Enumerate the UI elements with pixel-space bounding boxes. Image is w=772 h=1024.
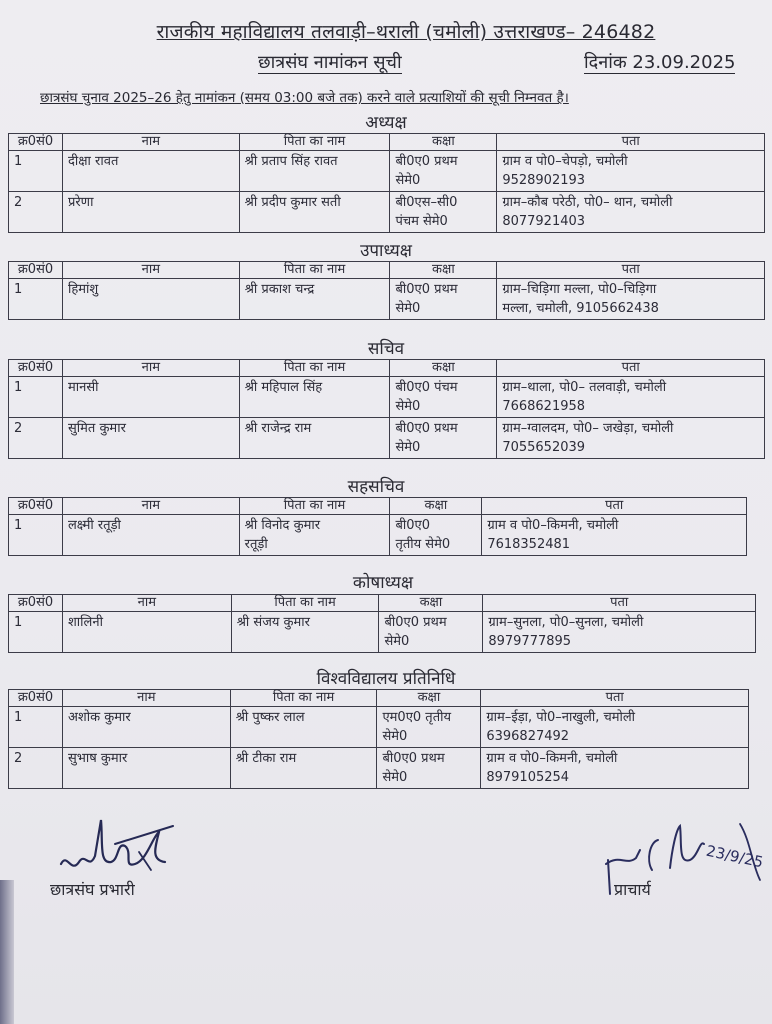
cell-name: अशोक कुमार bbox=[62, 707, 230, 748]
college-header: राजकीय महाविद्यालय तलवाड़ी–थराली (चमोली) उत्तराखण्ड– 246482 bbox=[156, 21, 656, 43]
col-father: पिता का नाम bbox=[230, 690, 377, 707]
cell-serial: 1 bbox=[9, 279, 63, 320]
cell-name: सुभाष कुमार bbox=[62, 748, 230, 789]
cell-class: बी0ए0 प्रथम सेमे0 bbox=[379, 612, 483, 653]
col-name: नाम bbox=[62, 262, 239, 279]
table-row bbox=[9, 279, 765, 320]
page-edge-shadow bbox=[0, 880, 14, 1024]
table-header-row bbox=[9, 134, 765, 151]
table-row bbox=[9, 151, 765, 192]
cell-father: श्री महिपाल सिंह bbox=[239, 377, 390, 418]
cell-class: एम0ए0 तृतीय सेमे0 bbox=[377, 707, 481, 748]
table-president bbox=[8, 133, 765, 233]
col-class: कक्षा bbox=[390, 134, 497, 151]
col-class: कक्षा bbox=[390, 262, 497, 279]
incharge-label: छात्रसंघ प्रभारी bbox=[50, 880, 135, 899]
cell-class: बी0ए0 प्रथम सेमे0 bbox=[390, 418, 497, 459]
section-title-joint-secretary: सहसचिव bbox=[347, 477, 405, 497]
table-header-row bbox=[9, 690, 749, 707]
section-title-vice-president: उपाध्यक्ष bbox=[360, 241, 412, 261]
cell-father: श्री प्रताप सिंह रावत bbox=[239, 151, 390, 192]
table-university-representative bbox=[8, 689, 749, 789]
table-secretary bbox=[8, 359, 765, 459]
col-address: पता bbox=[481, 690, 749, 707]
cell-address: ग्राम व पो0–किमनी, चमोली 7618352481 bbox=[482, 515, 747, 556]
col-address: पता bbox=[497, 134, 765, 151]
cell-serial: 1 bbox=[9, 377, 63, 418]
table-header-row bbox=[9, 262, 765, 279]
cell-serial: 1 bbox=[9, 612, 63, 653]
list-date: दिनांक 23.09.2025 bbox=[584, 52, 736, 73]
cell-serial: 1 bbox=[9, 707, 63, 748]
cell-address: ग्राम–चिड़िगा मल्ला, पो0–चिड़िगा मल्ला, चमोली, 9105662438 bbox=[497, 279, 765, 320]
intro-text: छात्रसंघ चुनाव 2025–26 हेतु नामांकन (समय 03:00 बजे तक) करने वाले प्रत्याशियों की सूची निम्नवत है। bbox=[40, 90, 569, 106]
table-row bbox=[9, 707, 749, 748]
cell-name: प्ररेणा bbox=[62, 192, 239, 233]
col-address: पता bbox=[497, 360, 765, 377]
col-father: पिता का नाम bbox=[239, 262, 390, 279]
section-title-president: अध्यक्ष bbox=[365, 113, 407, 133]
cell-name: शालिनी bbox=[62, 612, 231, 653]
table-header-row bbox=[9, 595, 756, 612]
cell-father: श्री संजय कुमार bbox=[231, 612, 379, 653]
cell-name: हिमांशु bbox=[62, 279, 239, 320]
cell-serial: 2 bbox=[9, 418, 63, 459]
table-row bbox=[9, 192, 765, 233]
cell-class: बी0ए0 प्रथम सेमे0 bbox=[377, 748, 481, 789]
incharge-signature bbox=[55, 812, 185, 882]
col-address: पता bbox=[483, 595, 756, 612]
cell-address: ग्राम–ग्वालदम, पो0– जखेड़ा, चमोली 7055652039 bbox=[497, 418, 765, 459]
col-serial: क्र0सं0 bbox=[9, 262, 63, 279]
col-name: नाम bbox=[62, 134, 239, 151]
cell-address: ग्राम व पो0–चेपड़ो, चमोली 9528902193 bbox=[497, 151, 765, 192]
cell-father: श्री राजेन्द्र राम bbox=[239, 418, 390, 459]
col-serial: क्र0सं0 bbox=[9, 134, 63, 151]
cell-address: ग्राम–ईड़ा, पो0–नाखुली, चमोली 6396827492 bbox=[481, 707, 749, 748]
col-name: नाम bbox=[62, 360, 239, 377]
cell-father: श्री टीका राम bbox=[230, 748, 377, 789]
col-serial: क्र0सं0 bbox=[9, 690, 63, 707]
cell-father: श्री विनोद कुमार रतूड़ी bbox=[239, 515, 390, 556]
section-title-university-representative: विश्वविद्यालय प्रतिनिधि bbox=[316, 669, 456, 689]
col-name: नाम bbox=[62, 498, 239, 515]
cell-serial: 1 bbox=[9, 515, 63, 556]
cell-address: ग्राम–सुनला, पो0–सुनला, चमोली 8979777895 bbox=[483, 612, 756, 653]
col-name: नाम bbox=[62, 690, 230, 707]
table-row bbox=[9, 515, 747, 556]
col-address: पता bbox=[497, 262, 765, 279]
table-row bbox=[9, 377, 765, 418]
col-father: पिता का नाम bbox=[239, 498, 390, 515]
cell-class: बी0ए0 प्रथम सेमे0 bbox=[390, 279, 497, 320]
cell-serial: 2 bbox=[9, 192, 63, 233]
col-serial: क्र0सं0 bbox=[9, 595, 63, 612]
cell-class: बी0ए0 प्रथम सेमे0 bbox=[390, 151, 497, 192]
col-serial: क्र0सं0 bbox=[9, 360, 63, 377]
cell-father: श्री प्रकाश चन्द्र bbox=[239, 279, 390, 320]
table-row bbox=[9, 418, 765, 459]
table-row bbox=[9, 612, 756, 653]
col-class: कक्षा bbox=[379, 595, 483, 612]
cell-serial: 2 bbox=[9, 748, 63, 789]
table-header-row bbox=[9, 498, 747, 515]
table-row bbox=[9, 748, 749, 789]
table-vice-president bbox=[8, 261, 765, 320]
col-class: कक्षा bbox=[377, 690, 481, 707]
list-title: छात्रसंघ नामांकन सूची bbox=[258, 52, 402, 73]
col-address: पता bbox=[482, 498, 747, 515]
col-father: पिता का नाम bbox=[231, 595, 379, 612]
table-treasurer bbox=[8, 594, 756, 653]
section-title-treasurer: कोषाध्यक्ष bbox=[352, 573, 414, 593]
cell-address: ग्राम व पो0–किमनी, चमोली 8979105254 bbox=[481, 748, 749, 789]
principal-signature-date: 23/9/25 bbox=[704, 841, 765, 872]
table-header-row bbox=[9, 360, 765, 377]
cell-address: ग्राम–थाला, पो0– तलवाड़ी, चमोली 7668621958 bbox=[497, 377, 765, 418]
cell-class: बी0ए0 पंचम सेमे0 bbox=[390, 377, 497, 418]
table-joint-secretary bbox=[8, 497, 747, 556]
cell-class: बी0ए0 तृतीय सेमे0 bbox=[390, 515, 482, 556]
cell-father: श्री प्रदीप कुमार सती bbox=[239, 192, 390, 233]
col-class: कक्षा bbox=[390, 498, 482, 515]
cell-name: लक्ष्मी रतूड़ी bbox=[62, 515, 239, 556]
cell-serial: 1 bbox=[9, 151, 63, 192]
col-class: कक्षा bbox=[390, 360, 497, 377]
cell-name: मानसी bbox=[62, 377, 239, 418]
col-father: पिता का नाम bbox=[239, 134, 390, 151]
cell-name: सुमित कुमार bbox=[62, 418, 239, 459]
cell-address: ग्राम–कौब परेठी, पो0– थान, चमोली 8077921403 bbox=[497, 192, 765, 233]
col-name: नाम bbox=[62, 595, 231, 612]
col-serial: क्र0सं0 bbox=[9, 498, 63, 515]
cell-father: श्री पुष्कर लाल bbox=[230, 707, 377, 748]
section-title-secretary: सचिव bbox=[367, 339, 405, 359]
cell-name: दीक्षा रावत bbox=[62, 151, 239, 192]
principal-label: प्राचार्य bbox=[614, 880, 651, 899]
col-father: पिता का नाम bbox=[239, 360, 390, 377]
cell-class: बी0एस–सी0 पंचम सेमे0 bbox=[390, 192, 497, 233]
